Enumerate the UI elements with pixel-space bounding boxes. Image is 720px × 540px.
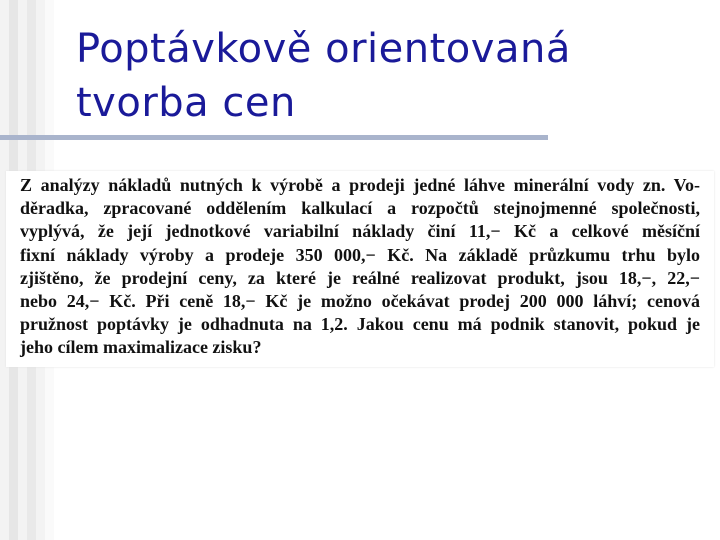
problem-line: pružnost poptávky je odhadnuta na 1,2. Jakou cenu má podnik stanovit, pokud je	[20, 314, 700, 335]
slide-title	[76, 22, 696, 130]
problem-line: nebo 24,− Kč. Při ceně 18,− Kč je možno očekávat prodej 200 000 láhví; cenová	[20, 291, 700, 312]
problem-line: děradka, zpracované oddělením kalkulací a rozpočtů stejnojmenné společnosti,	[20, 198, 700, 219]
slide-title-line-1: Poptávkově orientovaná	[76, 26, 571, 72]
problem-text-image	[6, 171, 714, 367]
problem-line: zjištěno, že prodejní ceny, za které je reálné realizovat produkt, jsou 18,−, 22,−	[20, 267, 700, 288]
slide-title-line-2: tvorba cen	[76, 80, 296, 126]
problem-line: fixní náklady výroby a prodeje 350 000,− Kč. Na základě průzkumu trhu bylo	[20, 244, 700, 265]
problem-line: Z analýzy nákladů nutných k výrobě a prodeji jedné láhve minerální vody zn. Vo-	[20, 175, 700, 195]
problem-paragraph	[20, 174, 700, 360]
problem-line: vyplývá, že její jednotkové variabilní náklady činí 11,− Kč a celkové měsíční	[20, 221, 700, 242]
problem-line: jeho cílem maximalizace zisku?	[20, 337, 262, 358]
title-underline-divider	[0, 135, 548, 140]
